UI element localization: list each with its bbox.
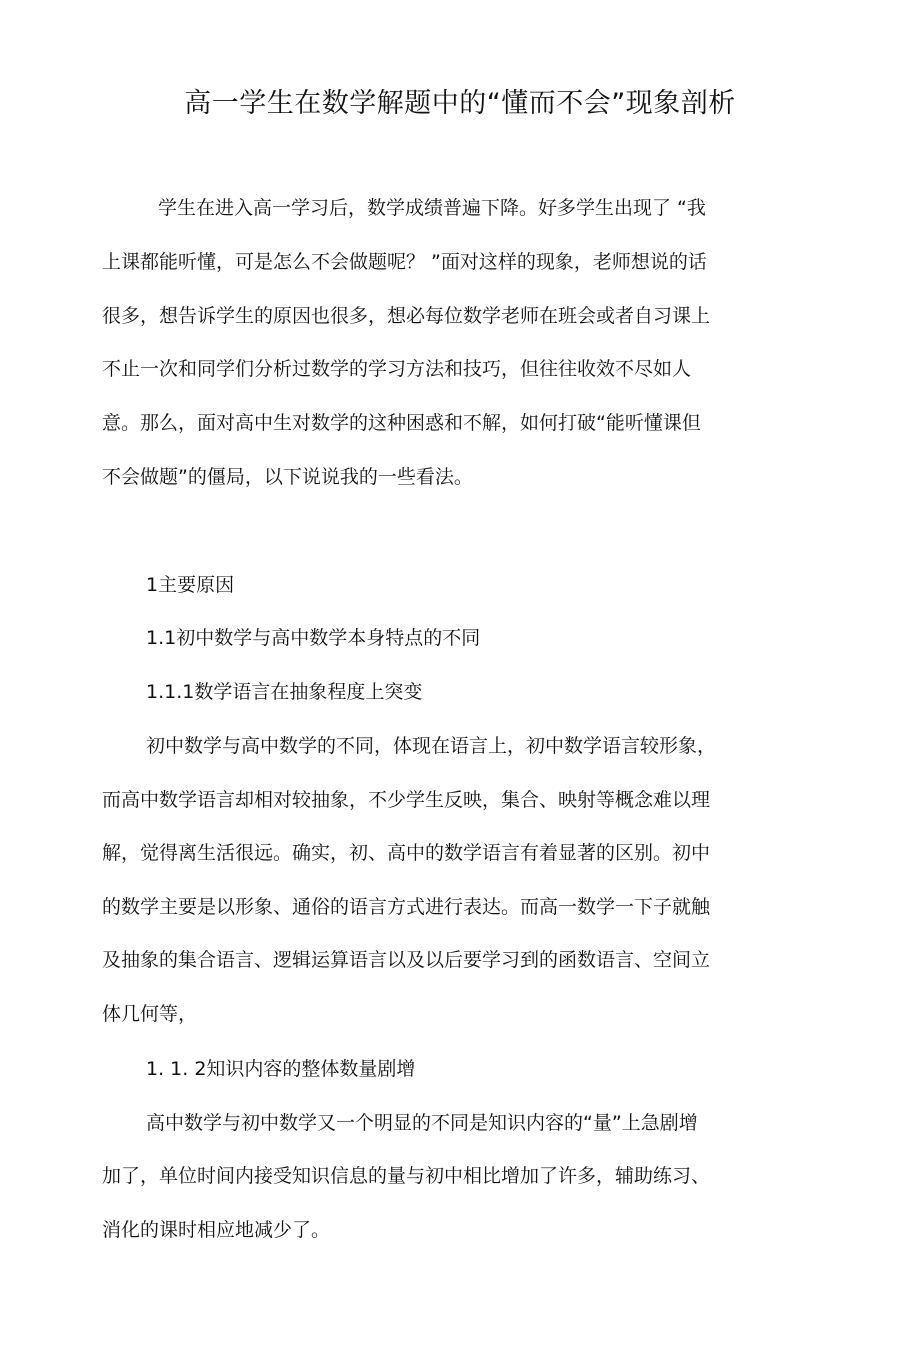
body-line: 体几何等，: [102, 1003, 198, 1025]
body-line: 初中数学与高中数学的不同，体现在语言上，初中数学语言较形象，: [146, 735, 717, 757]
subsubsection-heading: 1.1.1数学语言在抽象程度上突变: [146, 681, 423, 703]
section-heading: 1主要原因: [146, 574, 235, 596]
intro-line: 上课都能听懂，可是怎么不会做题呢？ ”面对这样的现象，老师想说的话: [102, 251, 707, 273]
body-line: 消化的课时相应地减少了。: [102, 1219, 331, 1241]
subsection-heading: 1.1初中数学与高中数学本身特点的不同: [146, 627, 481, 649]
body-line: 的数学主要是以形象、通俗的语言方式进行表达。而高一数学一下子就触: [102, 896, 711, 918]
intro-line: 意。那么，面对高中生对数学的这种困惑和不解，如何打破“能听懂课但: [102, 412, 701, 434]
intro-line: 学生在进入高一学习后，数学成绩普遍下降。好多学生出现了 “我: [158, 197, 706, 219]
body-line: 而高中数学语言却相对较抽象，不少学生反映，集合、映射等概念难以理: [102, 789, 711, 811]
body-line: 加了，单位时间内接受知识信息的量与初中相比增加了许多，辅助练习、: [102, 1165, 711, 1187]
document-title: 高一学生在数学解题中的“懂而不会”现象剖析: [184, 88, 736, 119]
body-line: 解，觉得离生活很远。确实，初、高中的数学语言有着显著的区别。初中: [102, 842, 711, 864]
body-line: 及抽象的集合语言、逻辑运算语言以及以后要学习到的函数语言、空间立: [102, 949, 711, 971]
subsubsection-heading: 1. 1. 2知识内容的整体数量剧增: [146, 1058, 416, 1080]
body-line: 高中数学与初中数学又一个明显的不同是知识内容的“量”上急剧增: [146, 1112, 698, 1134]
intro-line: 不会做题”的僵局，以下说说我的一些看法。: [102, 466, 473, 488]
intro-line: 很多，想告诉学生的原因也很多，想必每位数学老师在班会或者自习课上: [102, 305, 711, 327]
intro-line: 不止一次和同学们分析过数学的学习方法和技巧，但往往收效不尽如人: [102, 358, 692, 380]
